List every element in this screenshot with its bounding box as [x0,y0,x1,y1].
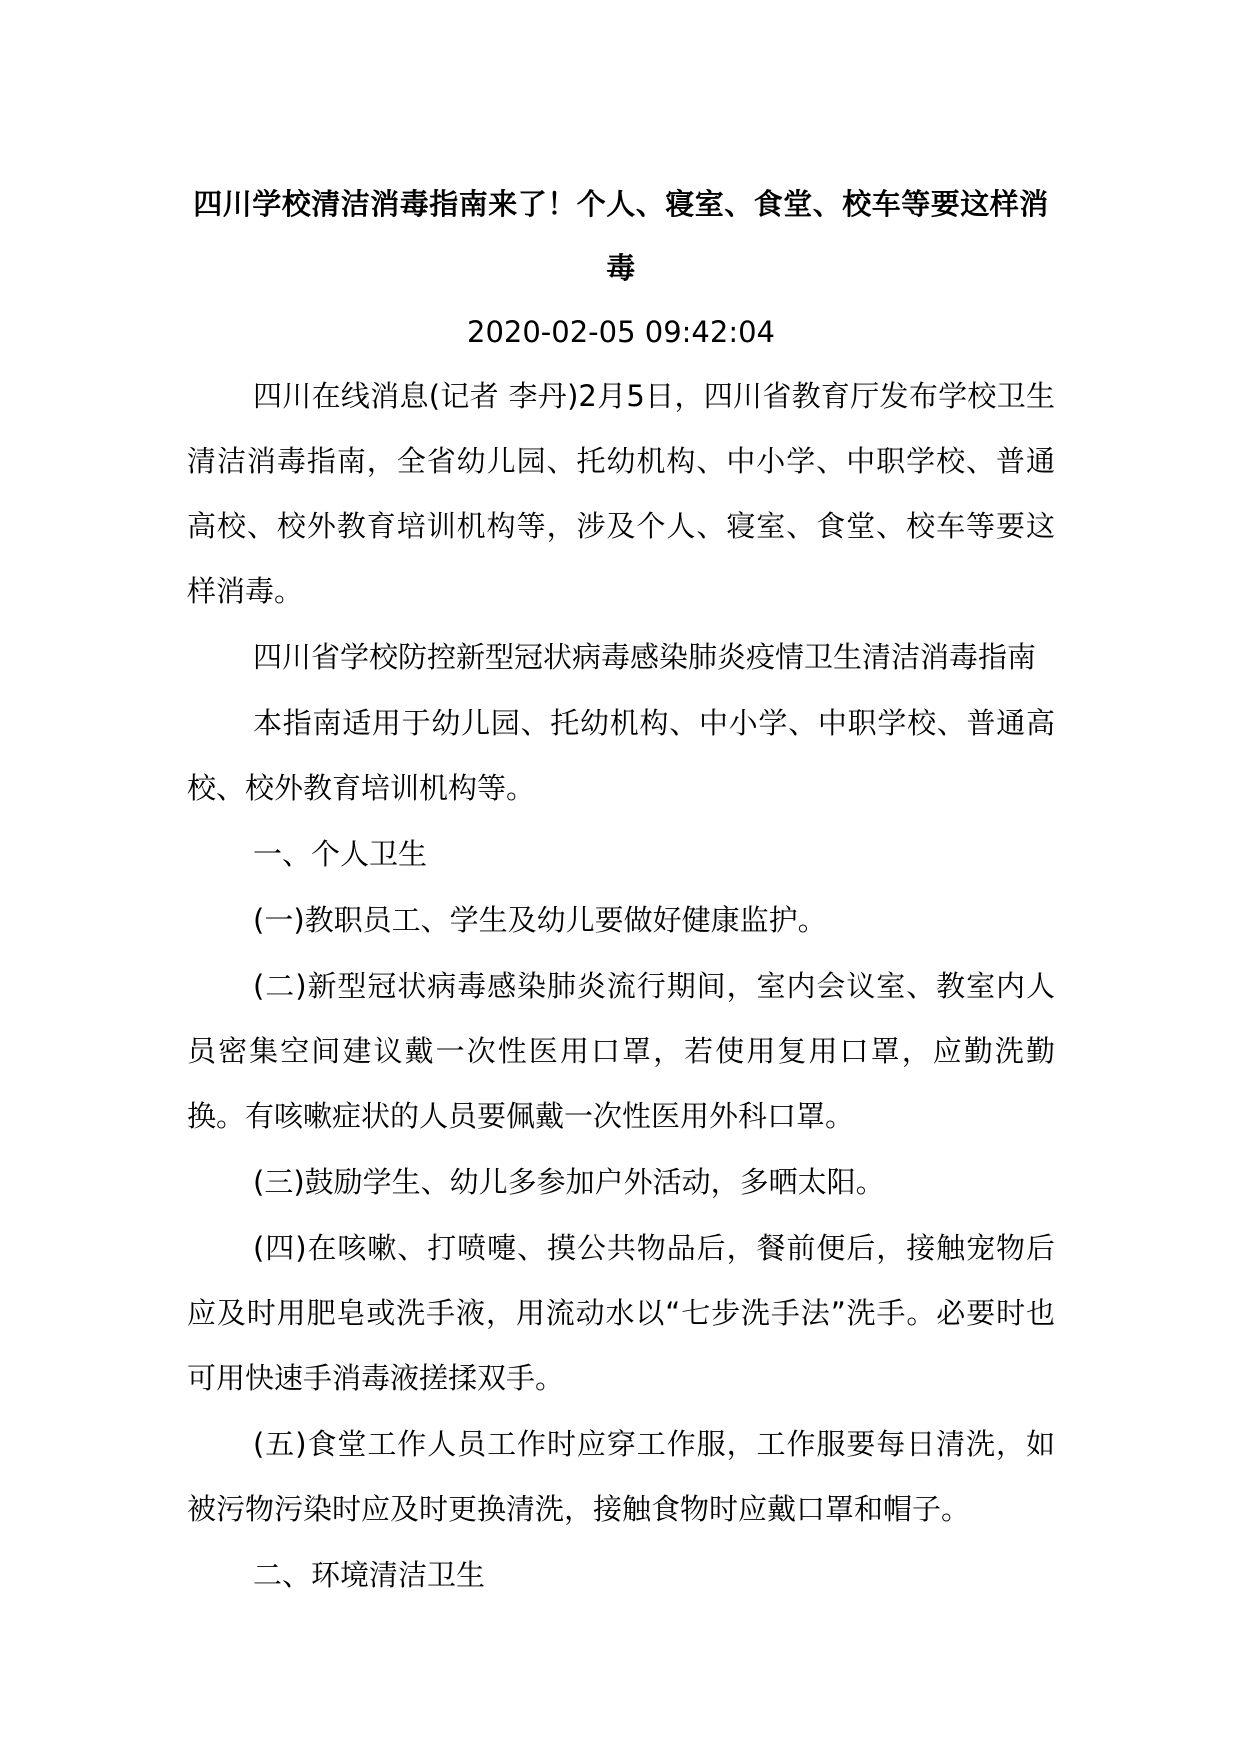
paragraph-guide-name: 四川省学校防控新型冠状病毒感染肺炎疫情卫生清洁消毒指南 [253,640,1037,674]
paragraph-item-5: (五)食堂工作人员工作时应穿工作服，工作服要每日清洗，如被污物污染时应及时更换清洗，接触食物时应戴口罩和帽子。 [187,1427,1055,1526]
section-heading-environment: 二、环境清洁卫生 [253,1558,486,1592]
paragraph-intro: 四川在线消息(记者 李丹)2月5日，四川省教育厅发布学校卫生清洁消毒指南，全省幼儿园、托幼机构、中小学、中职学校、普通高校、校外教育培训机构等，涉及个人、寝室、食堂、校车等要这样消毒。 [187,379,1055,608]
paragraph-scope: 本指南适用于幼儿园、托幼机构、中小学、中职学校、普通高校、校外教育培训机构等。 [187,706,1055,805]
article-title: 四川学校清洁消毒指南来了！个人、寝室、食堂、校车等要这样消毒 [193,187,1049,285]
paragraph-item-1: (一)教职员工、学生及幼儿要做好健康监护。 [253,903,827,937]
paragraph-item-2: (二)新型冠状病毒感染肺炎流行期间，室内会议室、教室内人员密集空间建议戴一次性医用口罩，若使用复用口罩，应勤洗勤换。有咳嗽症状的人员要佩戴一次性医用外科口罩。 [187,969,1055,1133]
paragraph-item-3: (三)鼓励学生、幼儿多参加户外活动，多晒太阳。 [253,1165,885,1199]
publish-datetime: 2020-02-05 09:42:04 [467,315,775,349]
paragraph-item-4: (四)在咳嗽、打喷嚏、摸公共物品后，餐前便后，接触宠物后应及时用肥皂或洗手液，用流动水以“七步洗手法”洗手。必要时也可用快速手消毒液搓揉双手。 [187,1231,1055,1395]
section-heading-personal-hygiene: 一、个人卫生 [253,837,428,871]
document-page [187,172,1055,1609]
